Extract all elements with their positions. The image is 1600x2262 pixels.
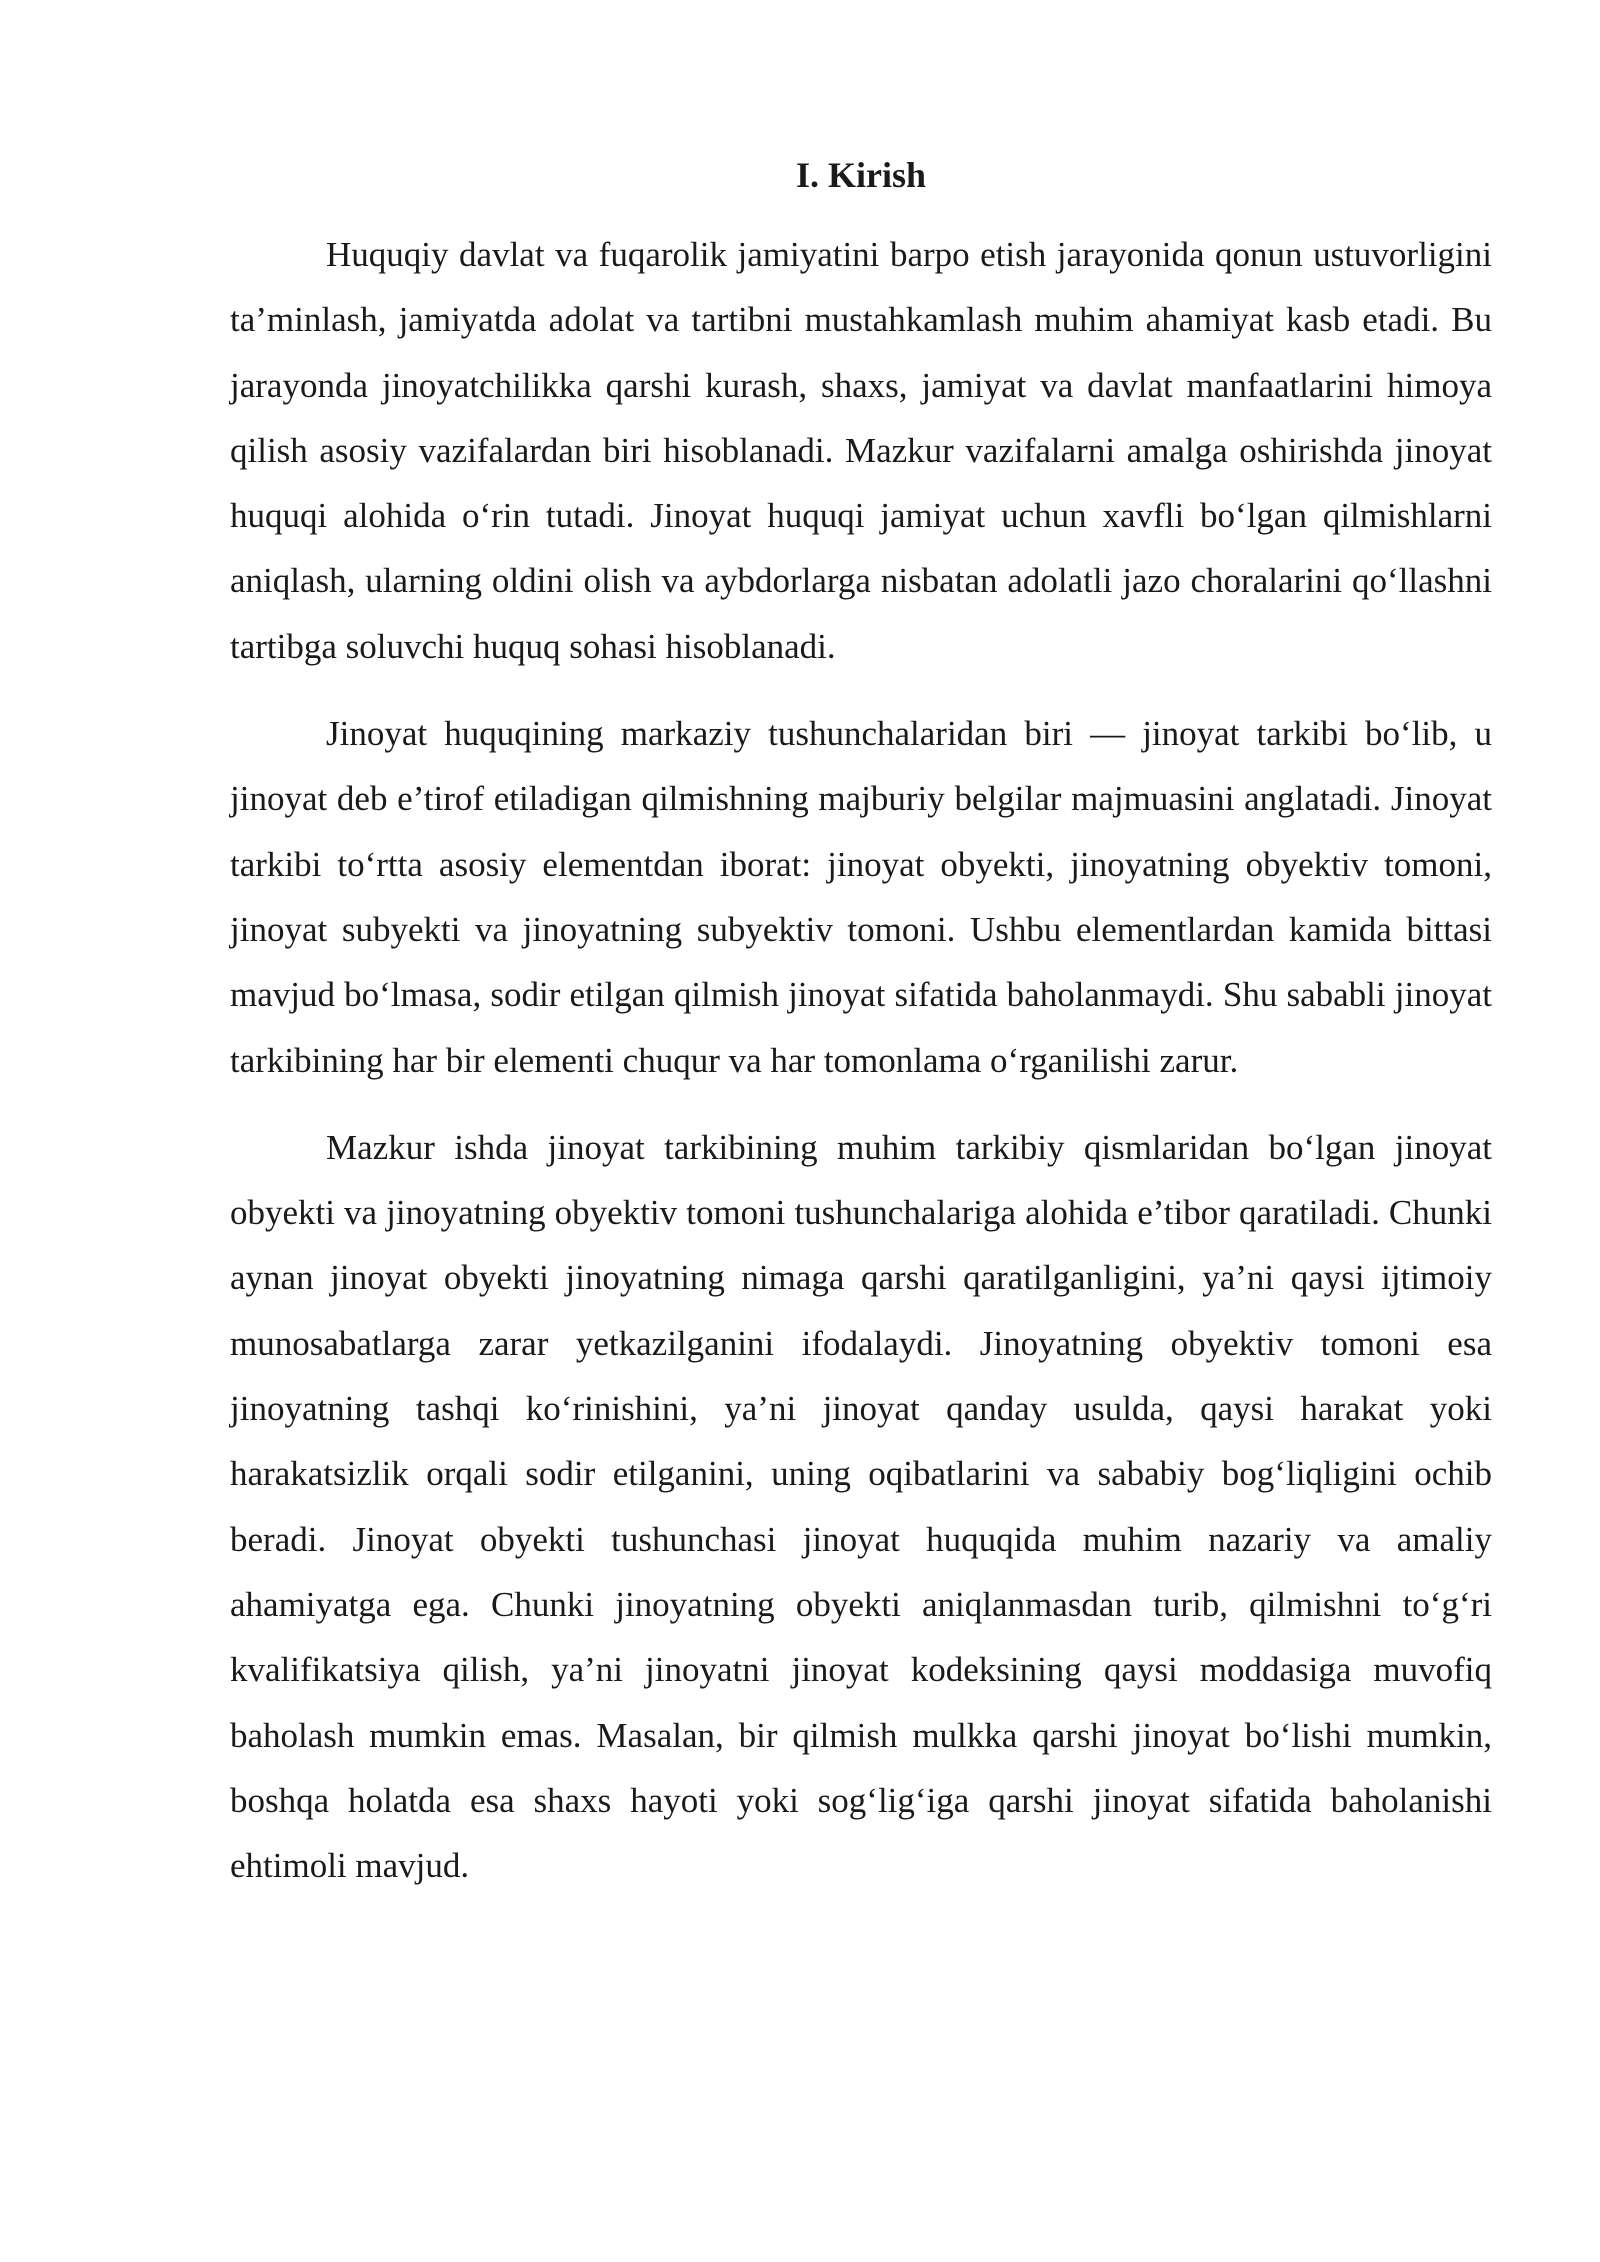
paragraph-2: Jinoyat huquqining markaziy tushunchalaridan biri — jinoyat tarkibi bo‘lib, u jinoyat deb e’tirof etiladigan qilmishning majburiy belgilar majmuasini anglatadi. Jinoyat tarkibi to‘rtta asosiy elementdan iborat: jinoyat obyekti, jinoyatning obyektiv tomoni, jinoyat subyekti va jinoyatning subyektiv tomoni. Ushbu elementlardan kamida bittasi mavjud bo‘lmasa, sodir etilgan qilmish jinoyat sifatida baholanmaydi. Shu sababli jinoyat tarkibining har bir elementi chuqur va har tomonlama o‘rganilishi zarur. <box>230 714 1492 1080</box>
paragraph-3: Mazkur ishda jinoyat tarkibining muhim tarkibiy qismlaridan bo‘lgan jinoyat obyekti va jinoyatning obyektiv tomoni tushunchalariga alohida e’tibor qaratiladi. Chunki aynan jinoyat obyekti jinoyatning nimaga qarshi qaratilganligini, ya’ni qaysi ijtimoiy munosabatlarga zarar yetkazilganini ifodalaydi. Jinoyatning obyektiv tomoni esa jinoyatning tashqi ko‘rinishini, ya’ni jinoyat qanday usulda, qaysi harakat yoki harakatsizlik orqali sodir etilganini, uning oqibatlarini va sababiy bog‘liqligini ochib beradi. Jinoyat obyekti tushunchasi jinoyat huquqida muhim nazariy va amaliy ahamiyatga ega. Chunki jinoyatning obyekti aniqlanmasdan turib, qilmishni to‘g‘ri kvalifikatsiya qilish, ya’ni jinoyatni jinoyat kodeksining qaysi moddasiga muvofiq baholash mumkin emas. Masalan, bir qilmish mulkka qarshi jinoyat bo‘lishi mumkin, boshqa holatda esa shaxs hayoti yoki sog‘lig‘iga qarshi jinoyat sifatida baholanishi ehtimoli mavjud. <box>230 1127 1492 1886</box>
page-content <box>230 150 1492 1920</box>
section-heading: I. Kirish <box>795 155 927 195</box>
paragraph-1: Huquqiy davlat va fuqarolik jamiyatini barpo etish jarayonida qonun ustuvorligini ta’minlash, jamiyatda adolat va tartibni mustahkamlash muhim ahamiyat kasb etadi. Bu jarayonda jinoyatchilikka qarshi kurash, shaxs, jamiyat va davlat manfaatlarini himoya qilish asosiy vazifalardan biri hisoblanadi. Mazkur vazifalarni amalga oshirishda jinoyat huquqi alohida o‘rin tutadi. Jinoyat huquqi jamiyat uchun xavfli bo‘lgan qilmishlarni aniqlash, ularning oldini olish va aybdorlarga nisbatan adolatli jazo choralarini qo‘llashni tartibga soluvchi huquq sohasi hisoblanadi. <box>230 235 1492 666</box>
